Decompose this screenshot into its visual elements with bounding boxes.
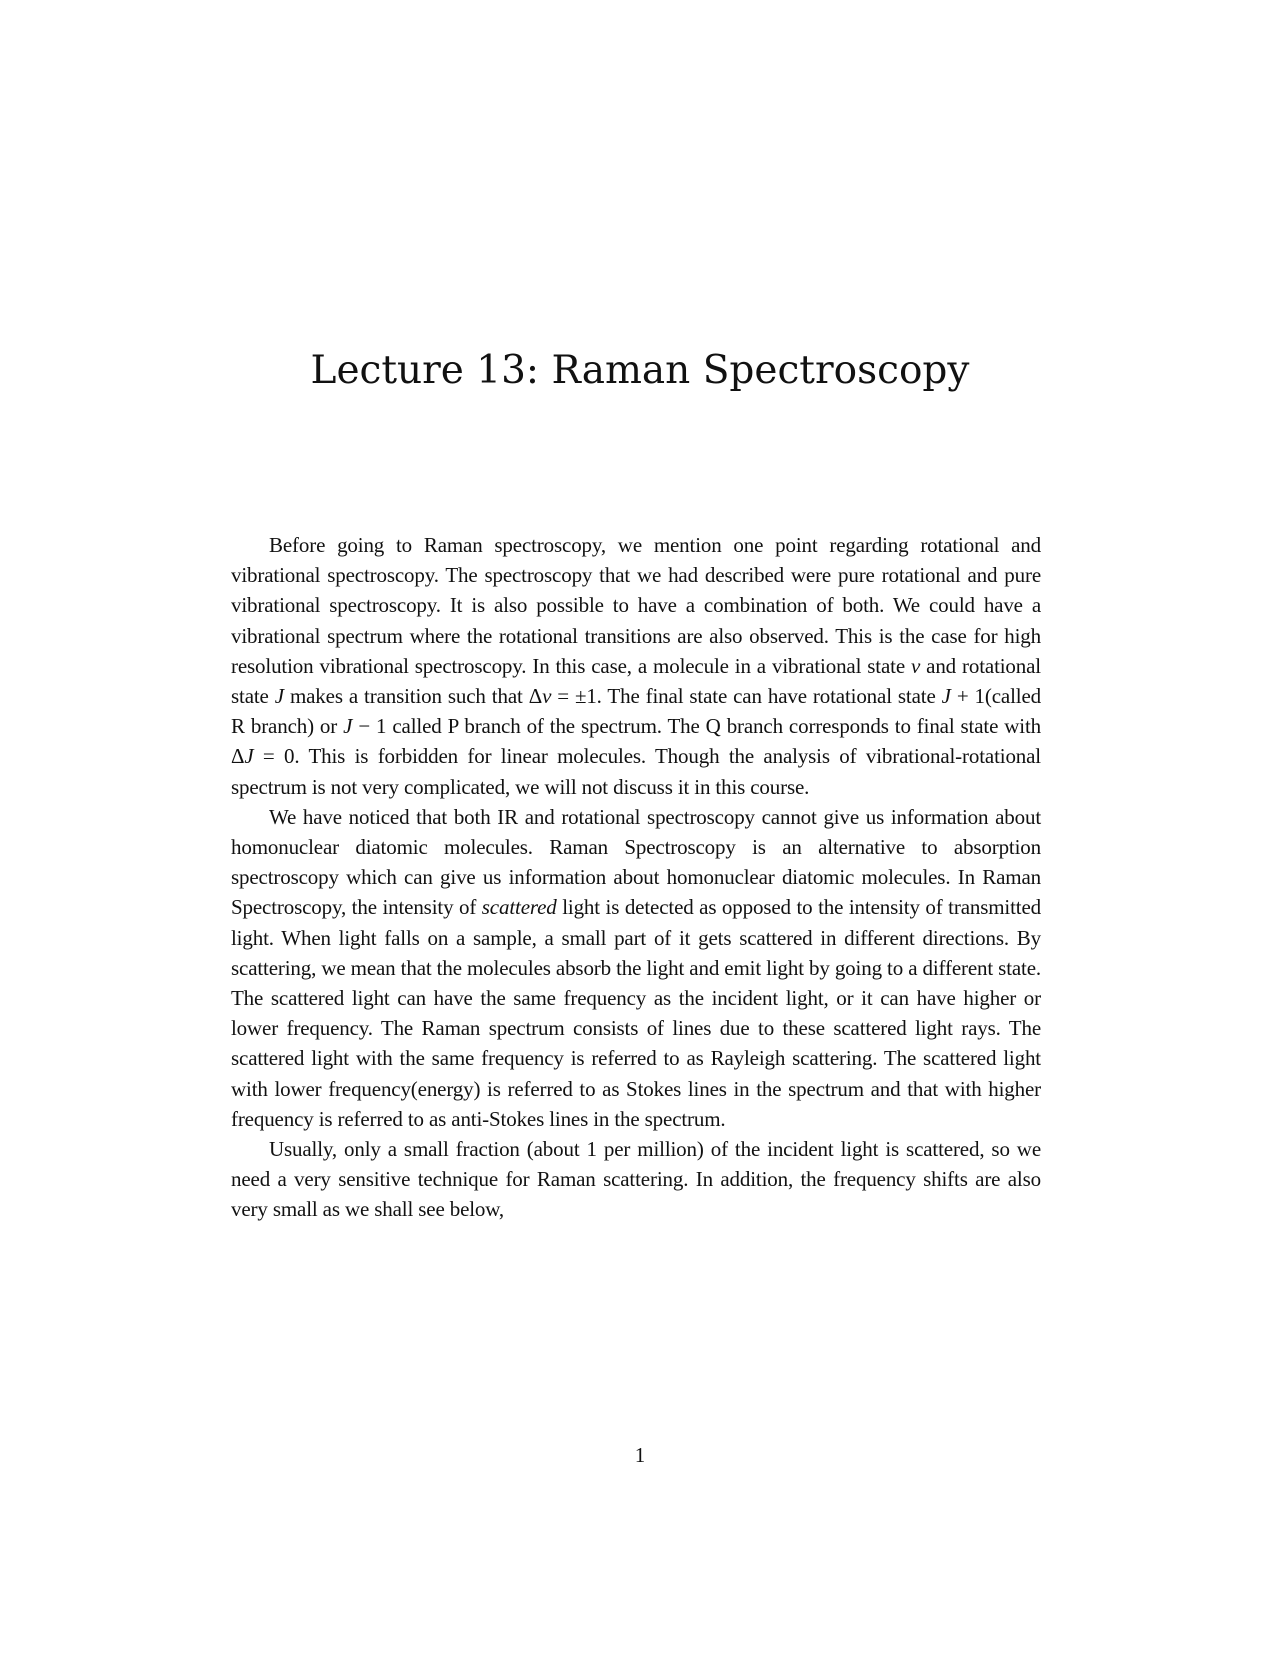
paragraph-sensitivity [231,1134,1041,1225]
math-variable-v: v [911,653,921,678]
paragraph-vibrational-rotational [231,530,1041,802]
emphasized-word: scattered [481,895,557,920]
text-run: makes a transition such that Δ [283,684,543,709]
page-number: 1 [634,1443,646,1467]
text-run: Before going to Raman spectroscopy, we mention one point regarding rotational and vibrational spectroscopy. The spectroscopy that we had described were pure rotational and pure vibrational spectroscopy. It is also possible to have a combination of both. We could have a vibrational spectrum where the rotational transitions are also observed. This is the case for high resolution vibrational spectroscopy. In this case, a molecule in a vibrational state [231,533,1041,678]
text-run: Usually, only a small fraction (about 1 per million) of the incident light is scattered, so we need a very sensitive technique for Raman scattering. In addition, the frequency shifts are also very small as we shall see below, [231,1137,1041,1222]
text-run: = 0. This is forbidden for linear molecules. Though the analysis of vibrational-rotational spectrum is not very complicated, we will not discuss it in this course. [231,744,1041,799]
text-run: + 1(called R branch) or [231,684,1041,739]
math-variable-J: J [244,744,254,769]
text-run: = ±1. The final state can have rotational state [551,684,942,709]
page-title: Lecture 13: Raman Spectroscopy [310,348,970,393]
paragraph-raman-intro [231,802,1041,1134]
math-variable-J: J [274,684,284,709]
text-run: − 1 called P branch of the spectrum. The Q branch corresponds to final state with Δ [231,714,1041,769]
math-variable-J: J [941,684,951,709]
text-run: and rotational state [231,653,1041,709]
math-variable-J: J [343,714,353,739]
body-text [231,530,1041,1225]
math-variable-v: v [542,684,552,709]
text-run: We have noticed that both IR and rotational spectroscopy cannot give us information about homonuclear diatomic molecules. Raman Spectroscopy is an alternative to absorption spectroscopy which can give us information about homonuclear diatomic molecules. In Raman Spectroscopy, the intensity of [231,804,1041,920]
text-run: light is detected as opposed to the intensity of transmitted light. When light falls on a sample, a small part of it gets scattered in different directions. By scattering, we mean that the molecules absorb the light and emit light by going to a different state. The scattered light can have the same frequency as the incident light, or it can have higher or lower frequency. The Raman spectrum consists of lines due to these scattered light rays. The scattered light with the same frequency is referred to as Rayleigh scattering. The scattered light with lower frequency(energy) is referred to as Stokes lines in the spectrum and that with higher frequency is referred to as anti-Stokes lines in the spectrum. [231,895,1042,1131]
